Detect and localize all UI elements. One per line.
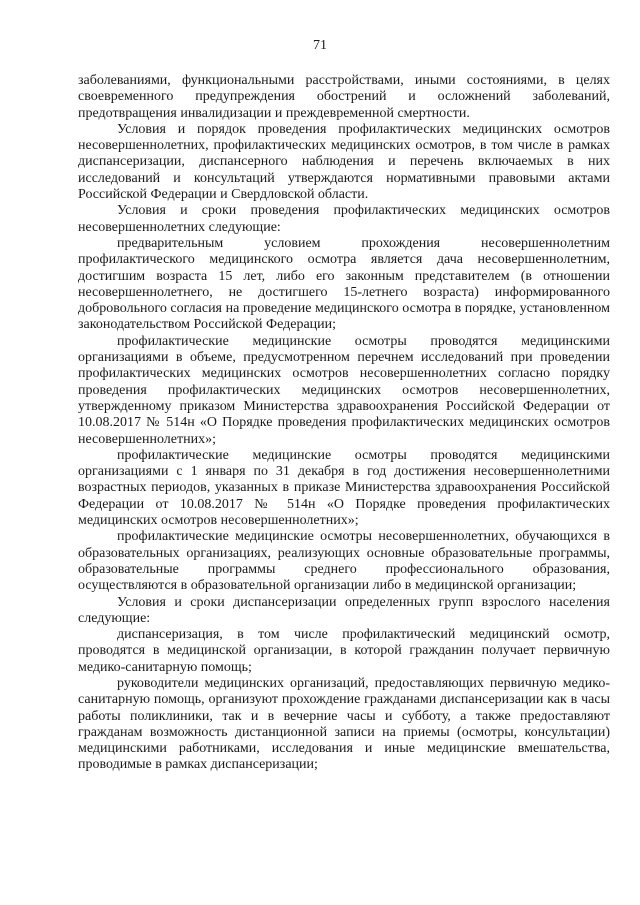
paragraph-examination-conditions: Условия и порядок проведения профилактических медицинских осмотров несовершеннолетних, профилактических медицинских осмотров, в том числе в рамках диспансеризации, диспансерного наблюдения и перечень включаемых в них исследований и консультаций утверждаются нормативными правовыми актами Российской Федерации и Свердловской области. [78,121,610,203]
paragraph-timing: профилактические медицинские осмотры проводятся медицинскими организациями с 1 января по 31 декабря в год достижения несовершеннолетними возрастных периодов, указанных в приказе Министерства здравоохранения Российской Федерации от 10.08.2017 № 514н «О Порядке проведения профилактических медицинских осмотров несовершеннолетних»; [78,447,610,529]
paragraph-adult-schedule: руководители медицинских организаций, предоставляющих первичную медико-санитарную помощь, организуют прохождение гражданами диспансеризации как в часы работы поликлиники, так и в вечерние часы и субботу, а также предоставляют гражданам возможность дистанционной записи на приемы (осмотры, консультации) медицинскими работниками, исследования и иные медицинские вмешательства, проводимые в рамках диспансеризации; [78,675,610,773]
paragraph-adult-conditions-intro: Условия и сроки диспансеризации определенных групп взрослого населения следующие: [78,594,610,626]
paragraph-consent: предварительным условием прохождения несовершеннолетним профилактического медицинского осмотра является дача несовершеннолетним, достигшим возраста 15 лет, либо его законным представителем (в отношении несовершеннолетнего, не достигшего 15-летнего возраста) информированного добровольного согласия на проведение медицинского осмотра в порядке, установленном законодательством Российской Федерации; [78,235,610,333]
paragraph-adult-location: диспансеризация, в том числе профилактический медицинский осмотр, проводятся в медицинской организации, в которой гражданин получает первичную медико-санитарную помощь; [78,627,610,675]
paragraph-continuation: заболеваниями, функциональными расстройствами, иными состояниями, в целях своевременного предупреждения обострений и осложнений заболеваний, предотвращения инвалидизации и преждевременной смертности. [78,73,610,121]
page-number: 71 [313,38,327,53]
paragraph-students: профилактические медицинские осмотры несовершеннолетних, обучающихся в образовательных организациях, реализующих основные образовательные программы, образовательные программы среднего профессионального образования, осуществляются в образовательной организации либо в медицинской организации; [78,529,610,594]
paragraph-scope: профилактические медицинские осмотры проводятся медицинскими организациями в объеме, предусмотренном перечнем исследований при проведении профилактических медицинских осмотров несовершеннолетних согласно порядку проведения профилактических медицинских осмотров несовершеннолетних, утвержденному приказом Министерства здравоохранения Российской Федерации от 10.08.2017 № 514н «О Порядке проведения профилактических медицинских осмотров несовершеннолетних»; [78,333,610,447]
document-body [78,73,610,774]
paragraph-minors-conditions-intro: Условия и сроки проведения профилактических медицинских осмотров несовершеннолетних следующие: [78,203,610,235]
